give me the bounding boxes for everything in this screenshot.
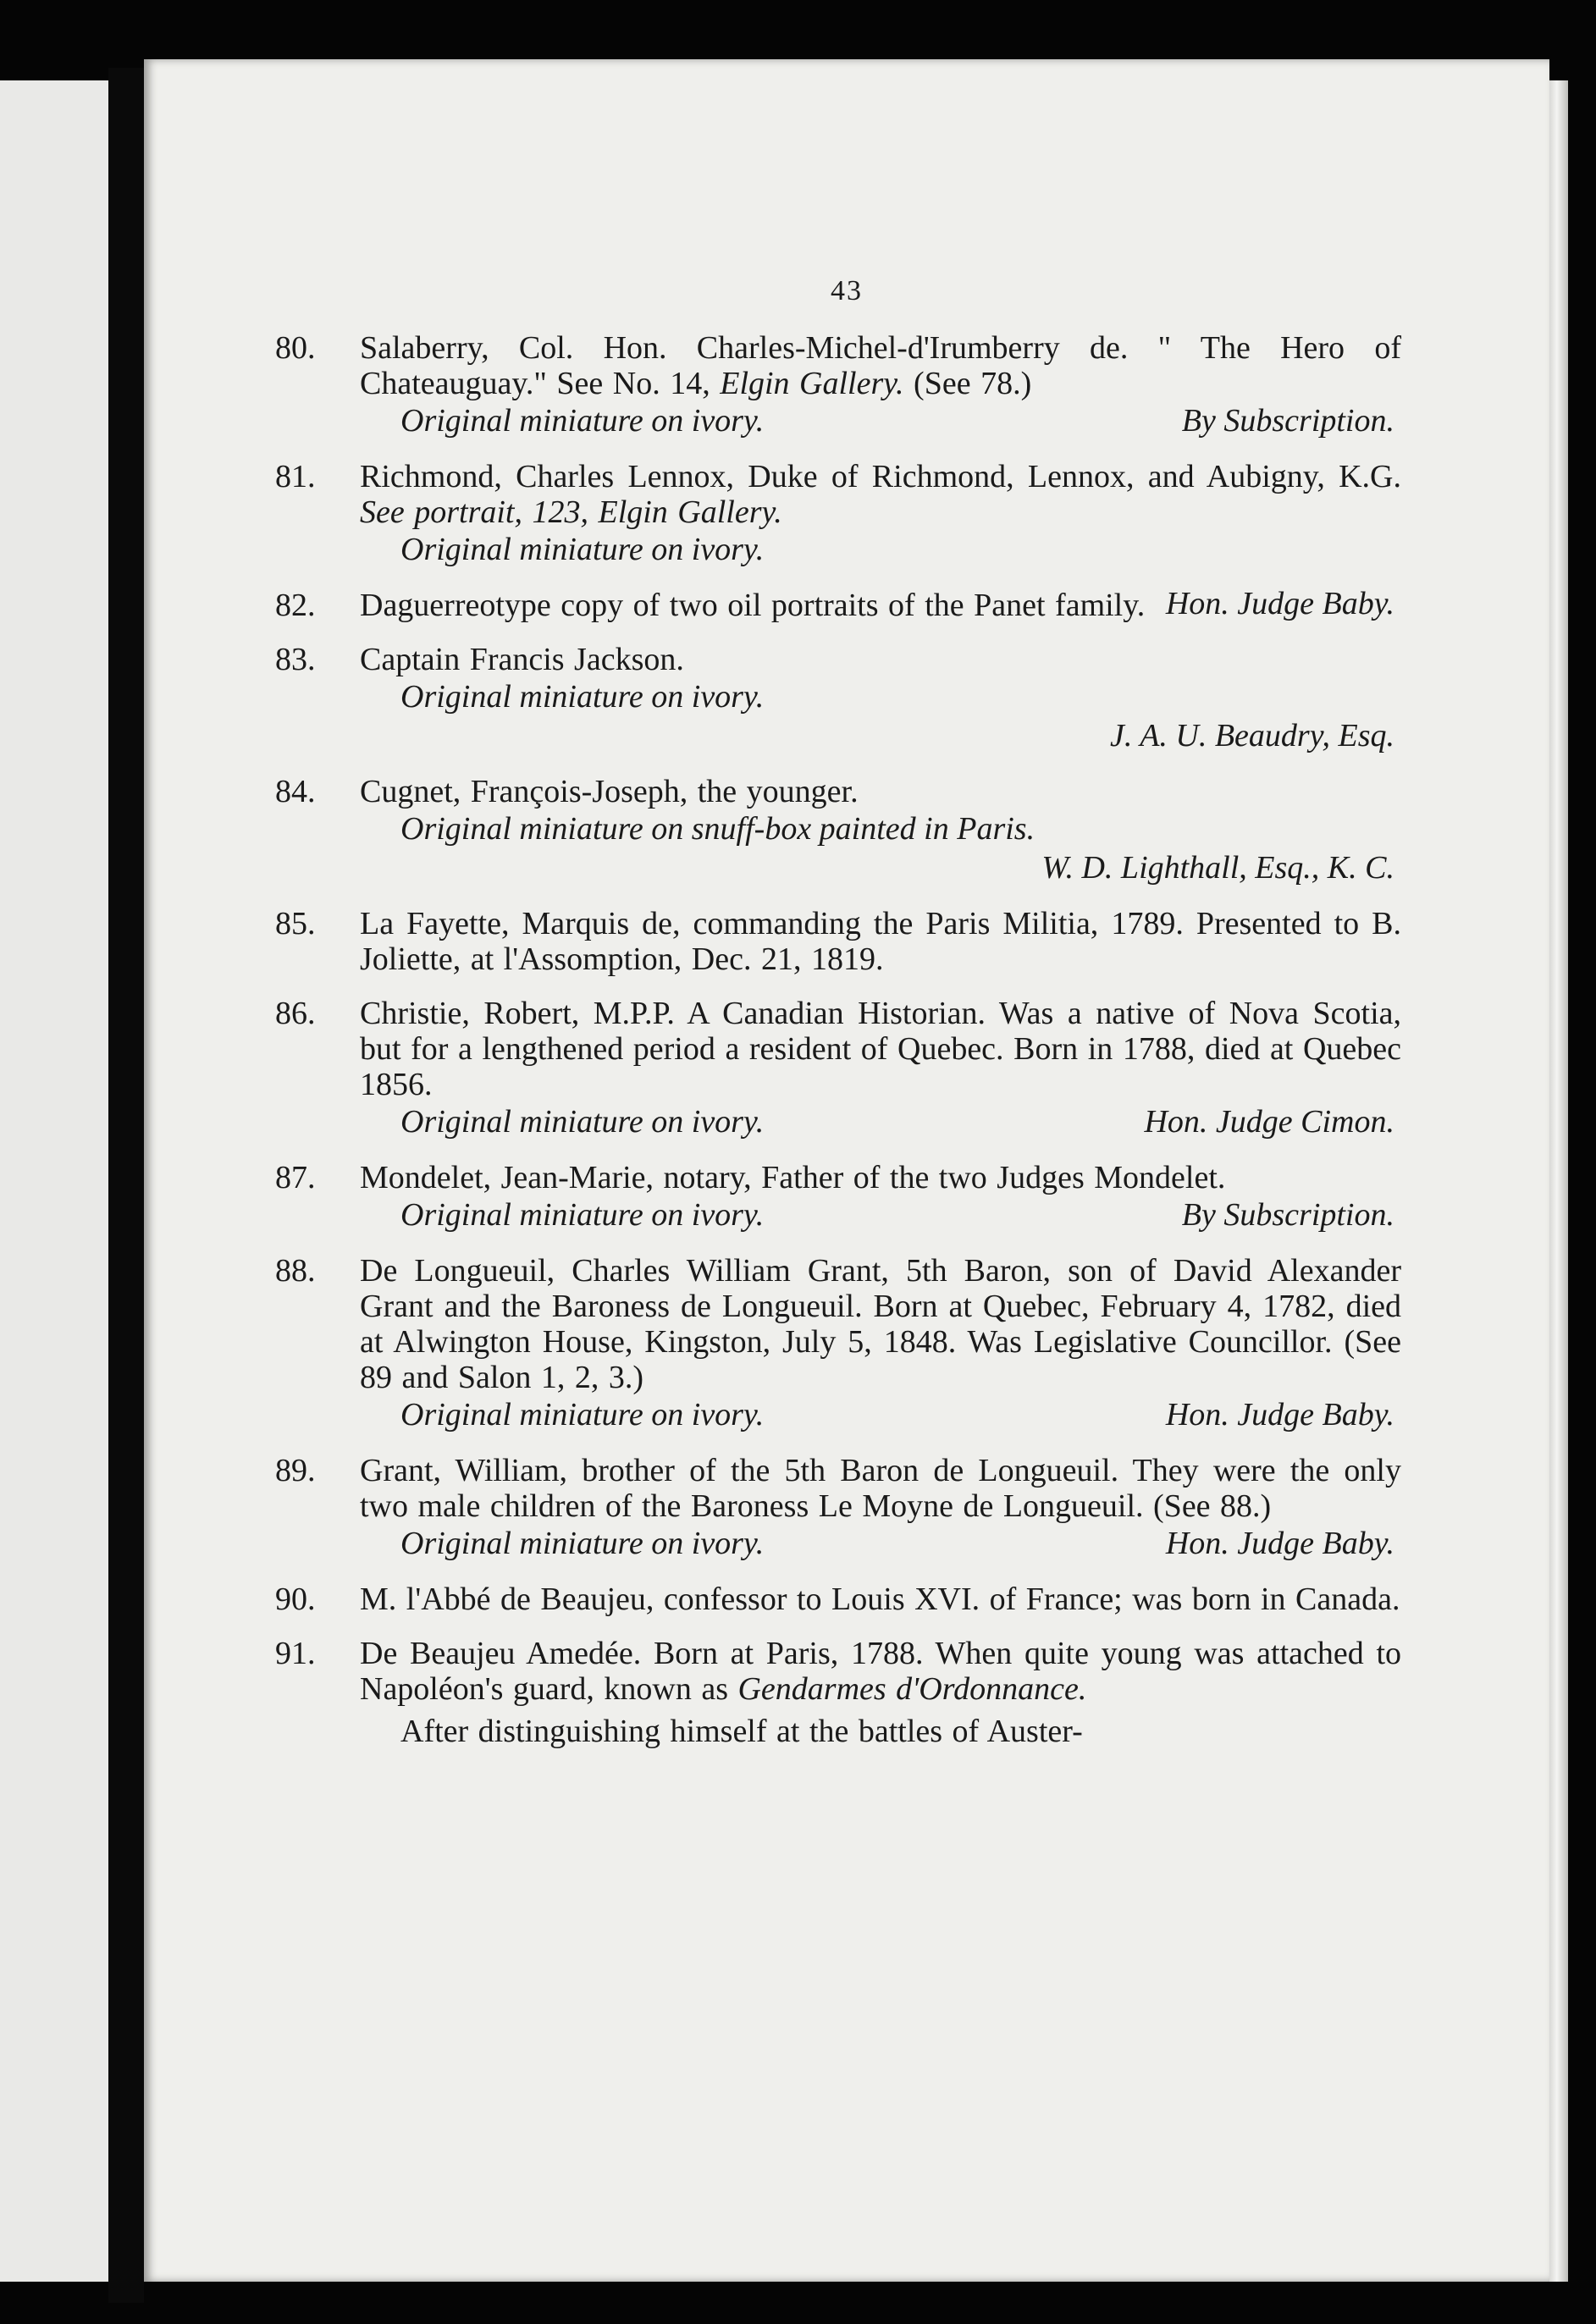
entry-text: Cugnet, François-Joseph, the younger. [360, 774, 859, 809]
entry-text: Captain Francis Jackson. [360, 642, 684, 677]
entry-source-line [360, 677, 1401, 716]
entry-owner: By Subscription. [1181, 1197, 1394, 1233]
entry-source: Original miniature on ivory. [400, 679, 765, 715]
entry-number: 84. [275, 774, 316, 809]
entry-source: Original miniature on ivory. [400, 1197, 765, 1233]
catalogue-list [275, 330, 1401, 1749]
entry-owner: J. A. U. Beaudry, Esq. [1110, 718, 1394, 754]
entry-text [360, 1636, 1401, 1707]
entry-number: 91. [275, 1636, 316, 1671]
entry-reference: Gendarmes d'Ordonnance. [737, 1671, 1087, 1707]
entry-owner-line [360, 716, 1401, 755]
entry-source-line [360, 809, 1401, 848]
entry-source-line [360, 1395, 1401, 1434]
entry-owner: By Subscription. [1181, 403, 1394, 439]
continuation-paragraph: After distinguishing himself at the battles of Auster- [400, 1714, 1083, 1749]
entry-text: Daguerreotype copy of two oil portraits of the Panet family. [360, 588, 1146, 623]
page [144, 59, 1549, 2282]
entry-text: Grant, William, brother of the 5th Baron de Longueuil. They were the only two male children of the Baroness Le Moyne de Longueuil. (See 88.) [360, 1453, 1401, 1524]
entry-number: 82. [275, 588, 316, 623]
entry-number: 83. [275, 642, 316, 677]
entry-owner: Hon. Judge Baby. [1165, 1526, 1394, 1561]
entry-text [360, 330, 1401, 401]
entry-number: 90. [275, 1582, 316, 1617]
catalogue-entry [275, 588, 1401, 623]
catalogue-entry [275, 459, 1401, 569]
catalogue-entry [275, 642, 1401, 755]
entry-source-line [360, 530, 1401, 569]
entry-number: 86. [275, 996, 316, 1031]
entry-source: Original miniature on ivory. [400, 532, 765, 567]
entry-owner-line [360, 848, 1401, 887]
entry-reference: See portrait, 123, Elgin Gallery. [360, 494, 782, 530]
catalogue-entry [275, 1453, 1401, 1563]
catalogue-entry [275, 996, 1401, 1141]
catalogue-entry [275, 1160, 1401, 1234]
previous-page-edge [0, 80, 108, 2282]
entry-source: Original miniature on ivory. [400, 1526, 765, 1561]
entry-text: M. l'Abbé de Beaujeu, confessor to Louis XVI. of France; was born in Canada. [360, 1582, 1400, 1617]
entry-text: Christie, Robert, M.P.P. A Canadian Historian. Was a native of Nova Scotia, but for a lengthened period a resident of Quebec. Born in 1788, died at Quebec 1856. [360, 996, 1401, 1102]
catalogue-entry [275, 330, 1401, 440]
entry-source-line [360, 1195, 1401, 1234]
entry-source-line [360, 1102, 1401, 1141]
page-number: 43 [831, 275, 863, 306]
book-gutter [108, 68, 144, 2303]
catalogue-entry [275, 774, 1401, 887]
entry-number: 80. [275, 330, 316, 366]
entry-number: 85. [275, 906, 316, 941]
entry-number: 88. [275, 1253, 316, 1289]
entry-number: 87. [275, 1160, 316, 1195]
page-edge [1549, 80, 1568, 2282]
entry-source: Original miniature on ivory. [400, 1104, 765, 1140]
catalogue-entry [275, 1253, 1401, 1434]
entry-description: Richmond, Charles Lennox, Duke of Richmond, Lennox, and Aubigny, K.G. [360, 459, 1401, 494]
entry-text: Mondelet, Jean-Marie, notary, Father of the two Judges Mondelet. [360, 1160, 1226, 1195]
entry-owner: Hon. Judge Baby. [1165, 1397, 1394, 1432]
catalogue-entry [275, 906, 1401, 977]
entry-text: De Longueuil, Charles William Grant, 5th Baron, son of David Alexander Grant and the Baroness de Longueuil. Born at Quebec, February 4, 1782, died at Alwington House, Kingston, July 5, 1848. Was Legislative Councillor. (See 89 and Salon 1, 2, 3.) [360, 1253, 1401, 1395]
entry-text [360, 459, 1401, 530]
entry-note: (See 78.) [903, 366, 1032, 401]
catalogue-entry [275, 1582, 1401, 1617]
entry-owner: Hon. Judge Baby. [1165, 586, 1394, 621]
entry-owner: Hon. Judge Cimon. [1144, 1104, 1394, 1140]
entry-description: De Beaujeu Amedée. Born at Paris, 1788. When quite young was attached to Napoléon's guard, known as [360, 1636, 1401, 1707]
entry-source: Original miniature on ivory. [400, 403, 765, 439]
entry-text: La Fayette, Marquis de, commanding the Paris Militia, 1789. Presented to B. Joliette, at l'Assomption, Dec. 21, 1819. [360, 906, 1401, 977]
entry-source: Original miniature on ivory. [400, 1397, 765, 1432]
entry-source: Original miniature on snuff-box painted in Paris. [400, 811, 1035, 847]
entry-description: Salaberry, Col. Hon. Charles-Michel-d'Irumberry de. " The Hero of Chateauguay." See No. 14, [360, 330, 1401, 401]
entry-reference: Elgin Gallery. [720, 366, 904, 401]
entry-owner: W. D. Lighthall, Esq., K. C. [1041, 850, 1394, 886]
entry-source-line [360, 1524, 1401, 1563]
entry-number: 81. [275, 459, 316, 494]
catalogue-entry [275, 1636, 1401, 1707]
entry-source-line [360, 401, 1401, 440]
entry-number: 89. [275, 1453, 316, 1488]
